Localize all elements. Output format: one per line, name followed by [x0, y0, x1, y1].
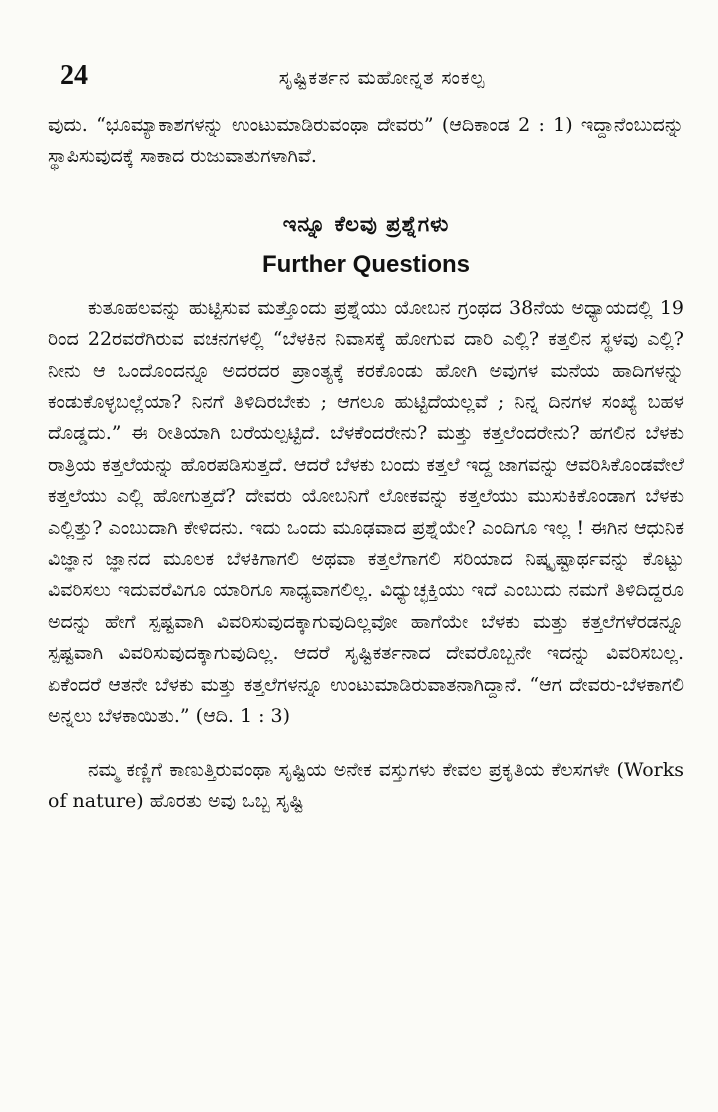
- section-title-kannada: ಇನ್ನೂ ಕೆಲವು ಪ್ರಶ್ನೆಗಳು: [282, 210, 450, 236]
- page-header: [48, 60, 684, 92]
- last-paragraph: ನಮ್ಮ ಕಣ್ಣಿಗೆ ಕಾಣುತ್ತಿರುವಂಥಾ ಸೃಷ್ಟಿಯ ಅನೇಕ ವಸ್ತುಗಳು ಕೇವಲ ಪ್ರಕೃತಿಯ ಕೆಲಸಗಳೇ (Works of nature) ಹೊರತು ಅವು ಒಬ್ಬ ಸೃಷ್ಟಿ: [48, 758, 684, 812]
- paragraph-gap: [48, 733, 684, 755]
- page-number: 24: [60, 60, 88, 91]
- running-title: ಸೃಷ್ಟಿಕರ್ತನ ಮಹೋನ್ನತ ಸಂಕಲ್ಪ: [278, 67, 486, 89]
- intro-paragraph: ವುದು. “ಭೂಮ್ಯಾಕಾಶಗಳನ್ನು ಉಂಟುಮಾಡಿರುವಂಥಾ ದೇವರು” (ಆದಿಕಾಂಡ 2 : 1) ಇದ್ದಾನೆಂಬುದನ್ನು ಸ್ಥಾಪಿಸುವುದಕ್ಕೆ ಸಾಕಾದ ರುಜುವಾತುಗಳಾಗಿವೆ.: [48, 114, 684, 168]
- section-title-english: Further Questions: [261, 250, 471, 278]
- body-paragraph: ಕುತೂಹಲವನ್ನು ಹುಟ್ಟಿಸುವ ಮತ್ತೊಂದು ಪ್ರಶ್ನೆಯು ಯೋಬನ ಗ್ರಂಥದ 38ನೆಯ ಅಧ್ಯಾಯದಲ್ಲಿ 19 ರಿಂದ 22ರವರೆಗಿರುವ ವಚನಗಳಲ್ಲಿ “ಬೆಳಕಿನ ನಿವಾಸಕ್ಕೆ ಹೋಗುವ ದಾರಿ ಎಲ್ಲಿ? ಕತ್ತಲಿನ ಸ್ಥಳವು ಎಲ್ಲಿ? ನೀನು ಆ ಒಂದೊಂದನ್ನೂ ಅದರದರ ಪ್ರಾಂತ್ಯಕ್ಕೆ ಕರಕೊಂಡು ಹೋಗಿ ಅವುಗಳ ಮನೆಯ ಹಾದಿಗಳನ್ನು ಕಂಡುಕೊಳ್ಳಬಲ್ಲೆಯಾ? ನಿನಗೆ ತಿಳಿದಿರಬೇಕು ; ಆಗಲೂ ಹುಟ್ಟಿದೆಯಲ್ಲವೆ ; ನಿನ್ನ ದಿನಗಳ ಸಂಖ್ಯೆ ಬಹಳ ದೊಡ್ಡದು.” ಈ ರೀತಿಯಾಗಿ ಬರೆಯಲ್ಪಟ್ಟಿದೆ. ಬೆಳಕೆಂದರೇನು? ಮತ್ತು ಕತ್ತಲೆಂದರೇನು? ಹಗಲಿನ ಬೆಳಕು ರಾತ್ರಿಯ ಕತ್ತಲೆಯನ್ನು ಹೊರಪಡಿಸುತ್ತದೆ. ಆದರೆ ಬೆಳಕು ಬಂದು ಕತ್ತಲೆ ಇದ್ದ ಜಾಗವನ್ನು ಆವರಿಸಿಕೊಂಡವೇಲೆ ಕತ್ತಲೆಯು ಎಲ್ಲಿ ಹೋಗುತ್ತದೆ? ದೇವರು ಯೋಬನಿಗೆ ಲೋಕವನ್ನು ಕತ್ತಲೆಯು ಮುಸುಕಿಕೊಂಡಾಗ ಬೆಳಕು ಎಲ್ಲಿತ್ತು? ಎಂಬುದಾಗಿ ಕೇಳಿದನು. ಇದು ಒಂದು ಮೂಢವಾದ ಪ್ರಶ್ನೆಯೇ? ಎಂದಿಗೂ ಇಲ್ಲ ! ಈಗಿನ ಆಧುನಿಕ ವಿಜ್ಞಾನ ಜ್ಞಾನದ ಮೂಲಕ ಬೆಳಕಿಗಾಗಲಿ ಅಥವಾ ಕತ್ತಲೆಗಾಗಲಿ ಸರಿಯಾದ ನಿಷ್ಕೃಷ್ಟಾರ್ಥವನ್ನು ಕೊಟ್ಟು ವಿವರಿಸಲು ಇದುವರೆವಿಗೂ ಯಾರಿಗೂ ಸಾಧ್ಯವಾಗಲಿಲ್ಲ. ವಿಧ್ಯುಚ್ಛಕ್ತಿಯು ಇದೆ ಎಂಬುದು ನಮಗೆ ತಿಳಿದಿದ್ದರೂ ಅದನ್ನು ಹೇಗೆ ಸ್ಪಷ್ಟವಾಗಿ ವಿವರಿಸುವುದಕ್ಕಾಗುವುದಿಲ್ಲವೋ ಹಾಗೆಯೇ ಬೆಳಕು ಮತ್ತು ಕತ್ತಲೆಗಳೆರಡನ್ನೂ ಸ್ಪಷ್ಟವಾಗಿ ವಿವರಿಸುವುದಕ್ಕಾಗುವುದಿಲ್ಲ. ಆದರೆ ಸೃಷ್ಟಿಕರ್ತನಾದ ದೇವರೊಬ್ಬನೇ ಇದನ್ನು ವಿವರಿಸಬಲ್ಲ. ಏಕೆಂದರೆ ಆತನೇ ಬೆಳಕು ಮತ್ತು ಕತ್ತಲೆಗಳನ್ನೂ ಉಂಟುಮಾಡಿರುವಾತನಾಗಿದ್ದಾನೆ. “ಆಗ ದೇವರು-ಬೆಳಕಾಗಲಿ ಅನ್ನಲು ಬೆಳಕಾಯಿತು.” (ಆದಿ. 1 : 3): [48, 296, 684, 728]
